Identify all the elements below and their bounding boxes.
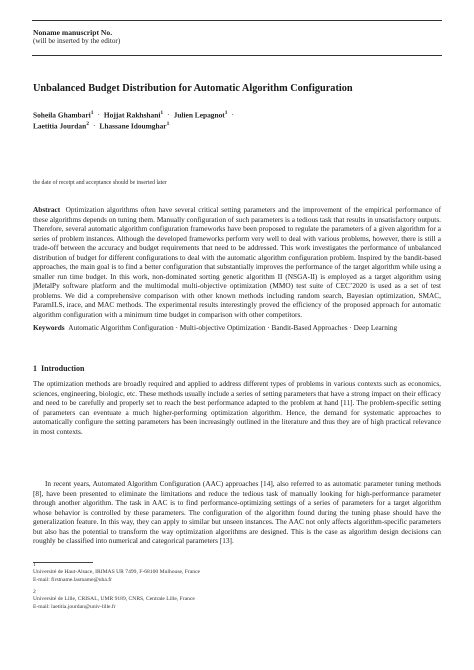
author-affiliation-mark: 2	[86, 121, 89, 127]
received-note: the date of receipt and acceptance should be inserted later	[33, 180, 167, 186]
footnote-mark: 2	[33, 589, 36, 595]
author-affiliation-mark: 1	[166, 121, 170, 127]
editor-note: (will be inserted by the editor)	[33, 37, 121, 45]
author-separator: ·	[231, 110, 234, 120]
keywords	[33, 323, 441, 333]
author-separator: ·	[92, 121, 96, 131]
footnote	[33, 562, 200, 584]
author-name: Hojjat Rakhshani	[103, 110, 161, 120]
manuscript-number: Noname manuscript No.	[33, 28, 113, 37]
paragraph: The optimization methods are broadly required and applied to address different types of problems in various contexts such as economics, sciences, engineering, biologic, etc. These methods usually include a series of setting parameters that have a strong impact on their efficacy and need to be carefully and properly set to reach the best performance adapted to the problem at hand [11]. The problem-specific setting of parameters can eventuate a much higher-performing optimization algorithm. Hence, the demand for systematic approaches to automatically configure the setting parameters has been increasingly outlined in the literature and thus they are of high practical relevance in most contexts.	[33, 379, 441, 436]
footnote-email: E-mail: laetitia.jourdan@univ-lille.fr	[33, 603, 116, 610]
footnote-affiliation: Université de Lille, CRISAL, UMR 9189, CNRS, Centrale Lille, France	[33, 596, 195, 603]
keywords-label: Keywords	[33, 323, 65, 332]
author-name: Lhassane Idoumghar	[99, 121, 167, 131]
paper-title: Unbalanced Budget Distribution for Automatic Algorithm Configuration	[33, 83, 353, 94]
footnote-email: E-mail: firstname.lastname@uha.fr	[33, 576, 112, 583]
author-affiliation-mark: 1	[90, 110, 94, 116]
paragraph: In recent years, Automated Algorithm Configuration (AAC) approaches [14], also referred to as automatic parameter tuning methods [8], have been presented to eliminate the limitations and reduce the tedious task of manually looking for high-performance parameter through another algorithm. The task in AAC is to find performance-optimizing settings of a series of parameters for a target algorithm whose behavior is controlled by these parameters. The configuration of the algorithm found during the tuning phase should have the generalization feature. In this way, they can apply to similar but unseen instances. The AAC not only affects algorithm-specific parameters but also has the potential to transform the way optimization algorithms are designed. This is the case as algorithm design decisions can roughly be classified into numerical and categorical parameters [13].	[33, 479, 441, 545]
author-name: Soheila Ghambari	[33, 110, 91, 120]
author-affiliation-mark: 1	[160, 110, 164, 116]
abstract-text: Optimization algorithms often have several critical setting parameters and the improvement of the empirical performance of these algorithms depends on tuning them. Manually configuration of such parameters is a tedious task that results in unsatisfactory outputs. Therefore, several automatic algorithm configuration frameworks have been proposed to regulate the parameters of a given algorithm for a series of problem instances. Although the developed frameworks perform very well to deal with various problems, however, there is still a trade-off between the accuracy and budget requirements that need to be addressed. This work investigates the performance of unbalanced distribution of budget for different configurations to deal with the automatic algorithm configuration problem. Inspired by the bandit-based approaches, the main goal is to find a better configuration that substantially improves the performance of the target algorithm while using a smaller run time budget. In this work, non-dominated sorting genetic algorithm II (NSGA-II) is employed as a target algorithm using jMetalPy software platform and the multimodal multi-objective optimization (MMO) test suite of CEC’2020 is used as a set of test problems. We did a comprehensive comparison with other known methods including random search, Bayesian optimization, SMAC, ParamILS, irace, and MAC methods. The experimental results interestingly proved the efficiency of the proposed approach for automatic algorithm configuration with a minimum time budget in comparison with other competitors.	[33, 205, 441, 319]
abstract	[33, 205, 441, 319]
footnote	[33, 589, 195, 611]
author-line-2	[33, 119, 169, 131]
footnote-affiliation: Université de Haut-Alsace, IRIMAS UR 7499, F-68100 Mulhouse, France	[33, 569, 201, 576]
author-separator: ·	[167, 110, 170, 120]
section-number: 1	[33, 364, 37, 373]
section-title: Introduction	[41, 364, 85, 373]
author-affiliation-mark: 1	[224, 110, 228, 116]
author-name: Laetitia Jourdan	[33, 121, 87, 131]
author-separator: ·	[97, 110, 100, 120]
section-heading	[33, 364, 84, 374]
abstract-label: Abstract	[33, 205, 61, 214]
author-name: Julien Lepagnot	[173, 110, 225, 120]
footnote-mark: 1	[33, 562, 36, 568]
keywords-text: Automatic Algorithm Configuration · Multi-objective Optimization · Bandit-Based Approaches · Deep Learning	[68, 323, 398, 332]
